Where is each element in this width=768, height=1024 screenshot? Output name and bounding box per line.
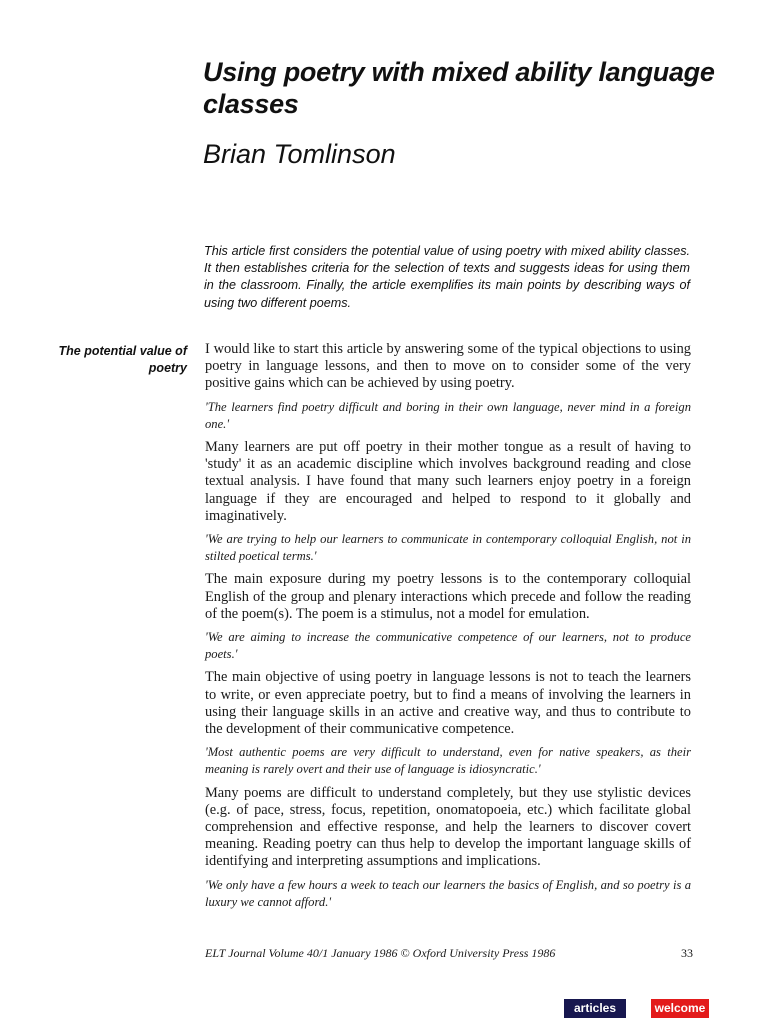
body-paragraph: Many learners are put off poetry in their mother tongue as a result of having to 'study' it as an academic discipline which involves background reading and close textual analysis. I have found that many such learners enjoy poetry in a foreign language if they are encouraged and helped to respond to it globally and imaginatively. <box>205 439 691 524</box>
article-abstract: This article first considers the potential value of using poetry with mixed ability classes. It then establishes criteria for the selection of texts and suggests ideas for using them in the classroom. Finally, the article exemplifies its main points by describing ways of using two different poems. <box>204 244 690 310</box>
body-paragraph: Many poems are difficult to understand completely, but they use stylistic devices (e.g. of pace, stress, focus, repetition, onomatopoeia, etc.) which facilitate global comprehension and effective response, and help the learners to discover covert meaning. Reading poetry can thus help to develop the important language skills of identifying and interpreting assumptions and implications. <box>205 784 691 870</box>
section-side-heading: The potential value of poetry <box>58 344 187 375</box>
body-paragraph: The main exposure during my poetry lessons is to the contemporary colloquial English of the group and plenary interactions which precede and follow the reading of the poem(s). The poem is a stimulus, not a model for emulation. <box>205 571 691 622</box>
page-footer <box>205 946 693 961</box>
article-author: Brian Tomlinson <box>203 139 396 169</box>
objection-quote: 'We only have a few hours a week to teach our learners the basics of English, and so poetry is a luxury we cannot afford.' <box>205 877 691 909</box>
welcome-tag[interactable]: welcome <box>651 999 709 1018</box>
journal-citation: ELT Journal Volume 40/1 January 1986 © Oxford University Press 1986 <box>205 946 556 960</box>
objection-quote: 'The learners find poetry difficult and boring in their own language, never mind in a foreign one.' <box>205 399 691 431</box>
article-body <box>205 341 691 917</box>
article-title: Using poetry with mixed ability language classes <box>203 57 715 119</box>
body-paragraph: I would like to start this article by answering some of the typical objections to using poetry in language lessons, and then to move on to consider some of the very positive gains which can be achieved by using poetry. <box>205 341 691 392</box>
page-number: 33 <box>681 946 693 960</box>
articles-tag[interactable]: articles <box>564 999 626 1018</box>
objection-quote: 'Most authentic poems are very difficult to understand, even for native speakers, as their meaning is rarely overt and their use of language is idiosyncratic.' <box>205 745 691 777</box>
body-paragraph: The main objective of using poetry in language lessons is not to teach the learners to write, or even appreciate poetry, but to find a means of involving the learners in using their language skills in an active and creative way, and thus to contribute to the development of their communicative competence. <box>205 669 691 738</box>
objection-quote: 'We are trying to help our learners to communicate in contemporary colloquial English, not in stilted poetical terms.' <box>205 532 691 564</box>
objection-quote: 'We are aiming to increase the communicative competence of our learners, not to produce poets.' <box>205 630 691 662</box>
